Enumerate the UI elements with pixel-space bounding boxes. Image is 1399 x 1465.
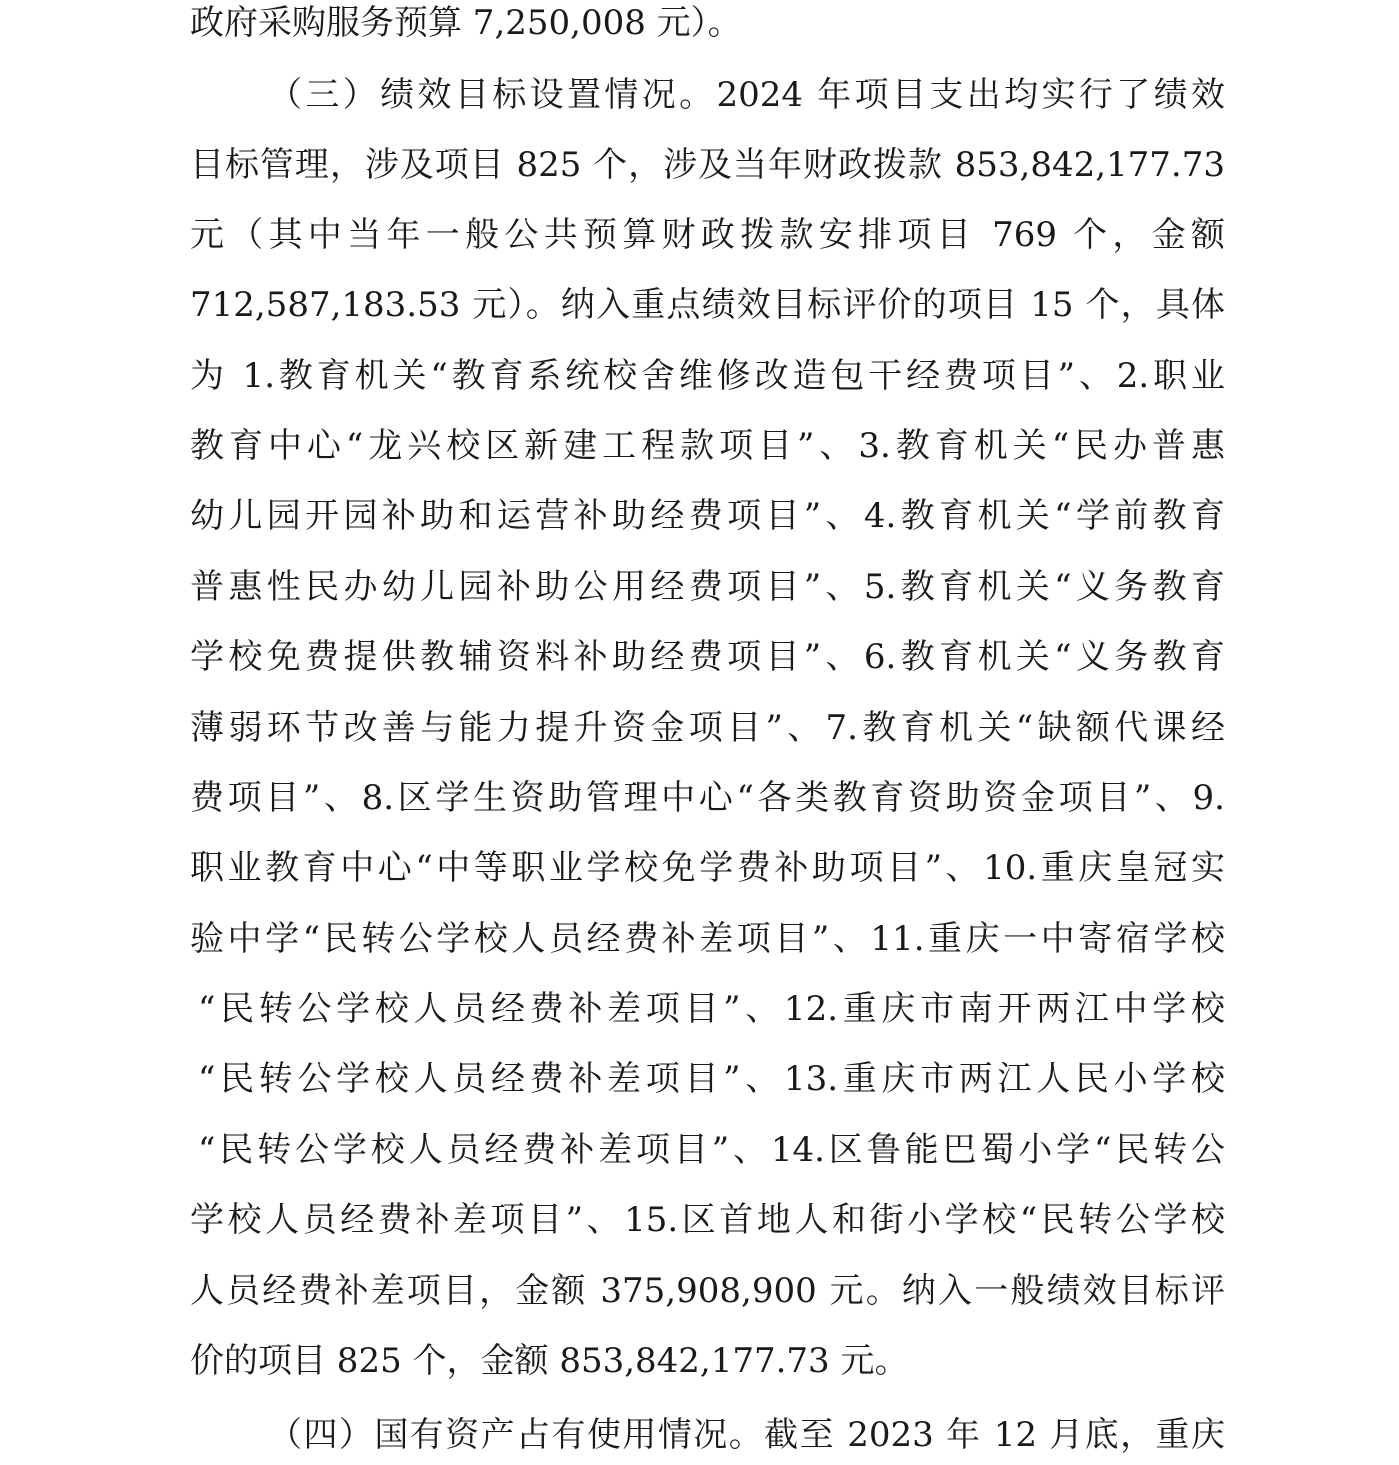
text-line-7: 教育中心“龙兴校区新建工程款项目”、3.教育机关“民办普惠 (190, 426, 1225, 466)
text-line-14: 验中学“民转公学校人员经费补差项目”、11.重庆一中寄宿学校 (190, 919, 1225, 959)
text-line-19: 人员经费补差项目，金额 375,908,900 元。纳入一般绩效目标评 (190, 1271, 1225, 1311)
text-line-11: 薄弱环节改善与能力提升资金项目”、7.教育机关“缺额代课经 (190, 708, 1225, 748)
text-line-3: 目标管理，涉及项目 825 个，涉及当年财政拨款 853,842,177.73 (190, 145, 1225, 185)
text-line-16: “民转公学校人员经费补差项目”、13.重庆市两江人民小学校 (198, 1059, 1225, 1099)
text-line-5: 712,587,183.53 元）。纳入重点绩效目标评价的项目 15 个，具体 (190, 285, 1225, 325)
text-line-18: 学校人员经费补差项目”、15.区首地人和街小学校“民转公学校 (190, 1200, 1225, 1240)
text-line-4: 元（其中当年一般公共预算财政拨款安排项目 769 个，金额 (190, 215, 1225, 255)
text-line-20: 价的项目 825 个，金额 853,842,177.73 元。 (190, 1341, 909, 1381)
text-line-10: 学校免费提供教辅资料补助经费项目”、6.教育机关“义务教育 (190, 637, 1225, 677)
text-line-15: “民转公学校人员经费补差项目”、12.重庆市南开两江中学校 (198, 989, 1225, 1029)
section-heading-state-assets: （四）国有资产占有使用情况。截至 2023 年 12 月底，重庆 (268, 1415, 1225, 1455)
text-line-6: 为 1.教育机关“教育系统校舍维修改造包干经费项目”、2.职业 (190, 356, 1225, 396)
text-line-17: “民转公学校人员经费补差项目”、14.区鲁能巴蜀小学“民转公 (198, 1130, 1225, 1170)
text-line-13: 职业教育中心“中等职业学校免学费补助项目”、10.重庆皇冠实 (190, 848, 1225, 888)
section-heading-performance-goals: （三）绩效目标设置情况。2024 年项目支出均实行了绩效 (268, 75, 1225, 115)
text-line-9: 普惠性民办幼儿园补助公用经费项目”、5.教育机关“义务教育 (190, 567, 1225, 607)
text-line-1: 政府采购服务预算 7,250,008 元）。 (190, 3, 742, 43)
text-line-8: 幼儿园开园补助和运营补助经费项目”、4.教育机关“学前教育 (190, 496, 1225, 536)
text-line-12: 费项目”、8.区学生资助管理中心“各类教育资助资金项目”、9. (190, 778, 1225, 818)
